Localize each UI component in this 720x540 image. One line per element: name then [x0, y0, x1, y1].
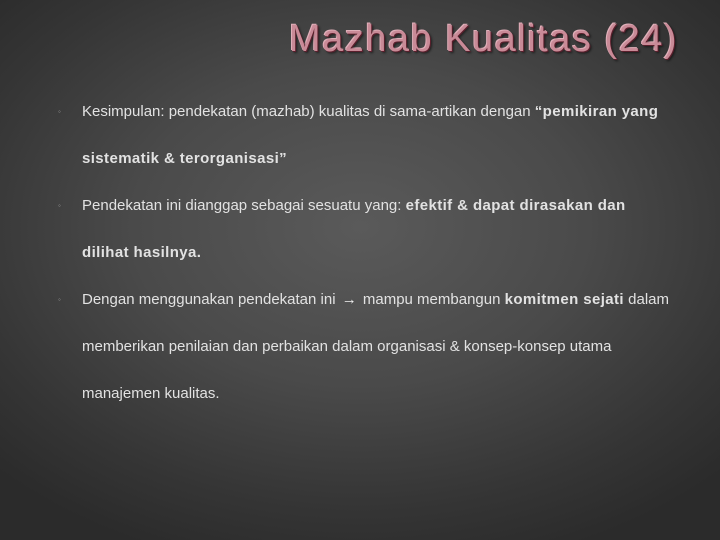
bullet-item-2 [56, 182, 676, 276]
bullet-text: Kesimpulan: pendekatan (mazhab) kualitas di sama-artikan dengan [82, 103, 535, 120]
bullet-bold-text: efektif & dapat dirasakan dan dilihat hasilnya. [82, 197, 626, 261]
bullet-bold-text: “pemikiran yang sistematik & terorganisasi” [82, 103, 659, 167]
arrow-right-icon: → [341, 291, 357, 308]
bullet-text: dalam memberikan penilaian dan perbaikan dalam organisasi & konsep-konsep utama manajemen kualitas. [82, 291, 670, 402]
bullet-marker-icon: ◦ [58, 107, 61, 116]
bullet-text: Pendekatan ini dianggap sebagai sesuatu yang: [82, 197, 406, 214]
bullet-list [56, 88, 676, 417]
bullet-text: mampu membangun [358, 291, 505, 308]
bullet-marker-icon: ◦ [58, 295, 61, 304]
slide-title: Mazhab Kualitas (24) [288, 18, 678, 60]
bullet-item-3 [56, 276, 676, 417]
bullet-bold-text: komitmen sejati [504, 291, 624, 308]
bullet-text: Dengan menggunakan pendekatan ini [82, 291, 340, 308]
bullet-marker-icon: ◦ [58, 201, 61, 210]
bullet-item-1 [56, 88, 676, 182]
